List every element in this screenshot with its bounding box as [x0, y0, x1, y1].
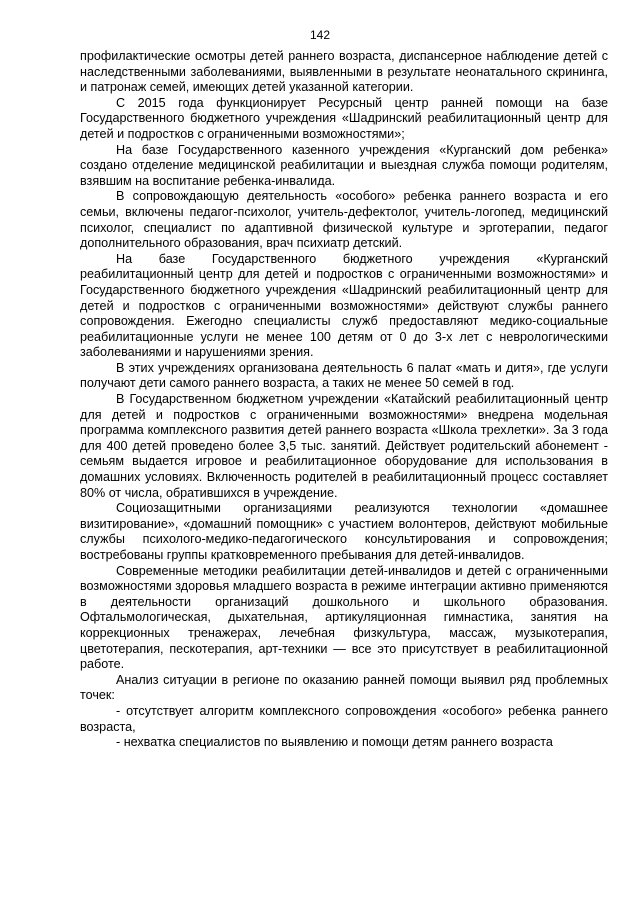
paragraph: Современные методики реабилитации детей-инвалидов и детей с ограниченными возможностями здоровья младшего возраста в режиме интеграции активно применяются в деятельности организаций дошкольного и школьного образования. Офтальмологическая, дыхательная, артикуляционная гимнастика, занятия на коррекционных тренажерах, лечебная физкультура, массаж, музыкотерапия, цветотерапия, пескотерапия, арт-техники — все это присутствует в реабилитационной работе.: [80, 563, 608, 672]
paragraph: профилактические осмотры детей раннего возраста, диспансерное наблюдение детей с наследственными заболеваниями, выявленными в результате неонатального скрининга, и патронаж семей, имеющих детей указанной категории.: [80, 49, 608, 95]
page-number: 142: [309, 28, 331, 42]
paragraph: В этих учреждениях организована деятельность 6 палат «мать и дитя», где услуги получают дети самого раннего возраста, а таких не менее 50 семей в год.: [80, 360, 608, 391]
paragraph: На базе Государственного казенного учреждения «Курганский дом ребенка» создано отделение медицинской реабилитации и выездная служба помощи родителям, взявшим на воспитание ребенка-инвалида.: [80, 142, 608, 188]
paragraph: Анализ ситуации в регионе по оказанию ранней помощи выявил ряд проблемных точек:: [80, 672, 608, 703]
paragraph: С 2015 года функционирует Ресурсный центр ранней помощи на базе Государственного бюджетного учреждения «Шадринский реабилитационный центр для детей и подростков с ограниченными возможностями»;: [80, 95, 608, 141]
paragraph: В сопровождающую деятельность «особого» ребенка раннего возраста и его семьи, включены педагог-психолог, учитель-дефектолог, учитель-логопед, медицинский психолог, специалист по адаптивной физической культуре и эрготерапии, педагог дополнительного образования, врач психиатр детский.: [80, 189, 608, 251]
list-item: - нехватка специалистов по выявлению и помощи детям раннего возраста: [116, 735, 553, 750]
paragraph: На базе Государственного бюджетного учреждения «Курганский реабилитационный центр для детей и подростков с ограниченными возможностями» и Государственного бюджетного учреждения «Шадринский реабилитационный центр для детей и подростков с ограниченными возможностями» действуют службы раннего сопровождения. Ежегодно специалисты служб предоставляют медико-социальные реабилитационные услуги не менее 100 детям от 0 до 3-х лет с неврологическими заболеваниями и нарушениями зрения.: [80, 251, 608, 360]
paragraph: Социозащитными организациями реализуются технологии «домашнее визитирование», «домашний помощник» с участием волонтеров, действуют мобильные службы психолого-медико-педагогического консультирования и сопровождения; востребованы группы кратковременного пребывания для детей-инвалидов.: [80, 501, 608, 562]
document-body: [80, 49, 608, 751]
list-item: - отсутствует алгоритм комплексного сопровождения «особого» ребенка раннего возраста,: [80, 703, 608, 734]
paragraph: В Государственном бюджетном учреждении «Катайский реабилитационный центр для детей и подростков с ограниченными возможностями» внедрена модельная программа комплексного развития детей раннего возраста «Школа трехлетки». За 3 года для 400 детей проведено более 3,5 тыс. занятий. Действует родительский абонемент - семьям выдается игровое и реабилитационное оборудование для использования в домашних условиях. Включенность родителей в реабилитационный процесс составляет 80% от числа, обратившихся в учреждение.: [80, 392, 608, 500]
